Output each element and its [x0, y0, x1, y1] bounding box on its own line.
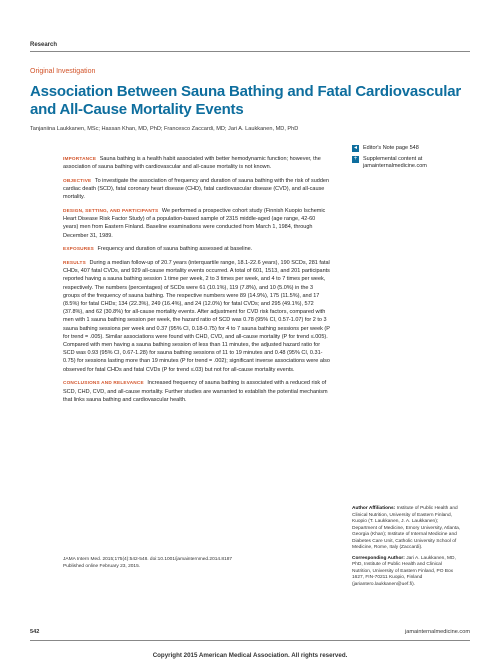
editors-note-text: Editor's Note page 548: [363, 145, 419, 151]
corresponding-author: [352, 556, 462, 589]
supplemental-content-text: Supplemental content at jamainternalmedicine.com: [363, 156, 427, 169]
conclusions-heading: CONCLUSIONS AND RELEVANCE: [63, 380, 144, 386]
results-heading: RESULTS: [63, 260, 86, 266]
abstract: [63, 155, 331, 409]
page-number: 542: [30, 629, 40, 635]
importance-section: [63, 155, 331, 171]
exposures-text: Frequency and duration of sauna bathing assessed at baseline.: [97, 246, 253, 253]
article-title: Association Between Sauna Bathing and Fatal Cardiovascular and All-Cause Mortality Events: [30, 83, 462, 118]
supplemental-content-link[interactable]: [352, 156, 470, 170]
objective-text: To investigate the association of frequency and duration of sauna bathing with the risk of sudden cardiac death (SCD), fatal coronary heart disease (CHD), fatal cardiovascular disease (CVD), and all-cause mortality.: [63, 177, 330, 201]
design-text: We performed a prospective cohort study (Finnish Kuopio Ischemic Heart Disease Risk Factor Study) of a population-based sample of 2315 middle-aged (age range, 42-60 years) men from Eastern Finland. Baseline examinations were conducted from March 1, 1984, through December 31, 1989.: [63, 208, 326, 239]
results-text: During a median follow-up of 20.7 years (interquartile range, 18.1-22.6 years), 190 SCDs, 281 fatal CHDs, 407 fatal CVDs, and 929 all-cause mortality events occurred. A total of 601, 1513, and 201 participants reported having a sauna bathing session 1 time per week, 2 to 3 times per week, and 4 to 7 times per week, respectively. The numbers (percentages) of SCDs were 61 (10.1%), 119 (7.8%), and 10 (5.0%) in the 3 groups of the frequency of sauna bathing. The respective numbers were 89 (14.9%), 175 (11.5%), and 17 (8.5%) for fatal CHDs; 134 (22.3%), 249 (16.4%), and 24 (12.0%) for fatal CVDs; and 295 (49.1%), 572 (37.8%), and 62 (30.8%) for all-cause mortality events. After adjustment for CVD risk factors, compared with men with 1 sauna bathing session per week, the hazard ratio of SCD was 0.78 (95% CI, 0.57-1.07) for 2 to 3 sauna bathing sessions per week and 0.37 (95% CI, 0.18-0.75) for 4 to 7 sauna bathing sessions per week (P for trend = .005). Similar associations were found with CHD, CVD, and all-cause mortality (P for trend ≤.005). Compared with men having a sauna bathing session of less than 11 minutes, the adjusted hazard ratio for SCD was 0.93 (95% CI, 0.67-1.28) for sauna bathing sessions of 11 to 19 minutes and 0.48 (95% CI, 0.31-0.75) for sessions lasting more than 19 minutes (P for trend = .002); significant inverse associations were also observed for fatal CHDs and fatal CVDs (P for trend ≤.03) but not for all-cause mortality events.: [63, 260, 330, 373]
editors-note-link[interactable]: [352, 145, 470, 152]
exposures-section: [63, 245, 331, 253]
top-divider: [30, 51, 470, 52]
section-label: Research: [30, 42, 58, 48]
author-list: Tanjaniina Laukkanen, MSc; Hassan Khan, MD, PhD; Francesco Zaccardi, MD; Jari A. Laukkanen, MD, PhD: [30, 126, 299, 132]
importance-heading: IMPORTANCE: [63, 156, 97, 161]
design-heading: DESIGN, SETTING, AND PARTICIPANTS: [63, 208, 159, 214]
importance-text: Sauna bathing is a health habit associated with better hemodynamic function; however, the association of sauna bathing with cardiovascular and all-cause mortality is not known.: [63, 156, 321, 171]
corresponding-heading: Corresponding Author:: [352, 555, 405, 561]
plus-icon: +: [353, 156, 358, 162]
objective-section: [63, 177, 331, 202]
affiliations-heading: Author Affiliations:: [352, 506, 396, 511]
bottom-divider: [30, 640, 470, 641]
copyright-notice: Copyright 2015 American Medical Association. All rights reserved.: [152, 652, 348, 659]
affiliations-text: Institute of Public Health and Clinical Nutrition, University of Eastern Finland, Kuopio (T. Laukkanen, J. A. Laukkanen); Department of Medicine, Emory University, Atlanta, Georgia (Khan); Institute of Internal Medicine and Diabetes Care Unit, Catholic University School of Medicine, Rome, Italy (Zaccardi).: [352, 506, 461, 550]
author-affiliations: [352, 506, 462, 552]
published-online: Published online February 23, 2015.: [63, 563, 141, 569]
journal-url: jamainternalmedicine.com: [405, 629, 470, 635]
conclusions-section: [63, 379, 331, 404]
design-section: [63, 207, 331, 240]
citation-reference: JAMA Intern Med. 2015;175(4):542-548. doi:10.1001/jamainternmed.2014.8187: [63, 557, 233, 562]
sidebar: [352, 145, 470, 174]
author-info: [352, 506, 462, 588]
corresponding-text: Jari A. Laukkanen, MD, PhD, Institute of Public Health and Clinical Nutrition, University of Eastern Finland, PO Box 1627, FIN-70211 Kuopio, Finland (jariantero.laukkanen@uef.fi).: [352, 555, 456, 587]
arrow-left-icon: ◂: [353, 145, 357, 151]
citation-block: [63, 557, 331, 571]
exposures-heading: EXPOSURES: [63, 246, 94, 252]
conclusions-text: Increased frequency of sauna bathing is associated with a reduced risk of SCD, CHD, CVD, and all-cause mortality. Further studies are warranted to establish the potential mechanism that links sauna bathing and cardiovascular health.: [63, 380, 328, 403]
results-section: [63, 259, 331, 374]
objective-heading: OBJECTIVE: [63, 177, 92, 183]
article-type: Original Investigation: [30, 68, 96, 75]
